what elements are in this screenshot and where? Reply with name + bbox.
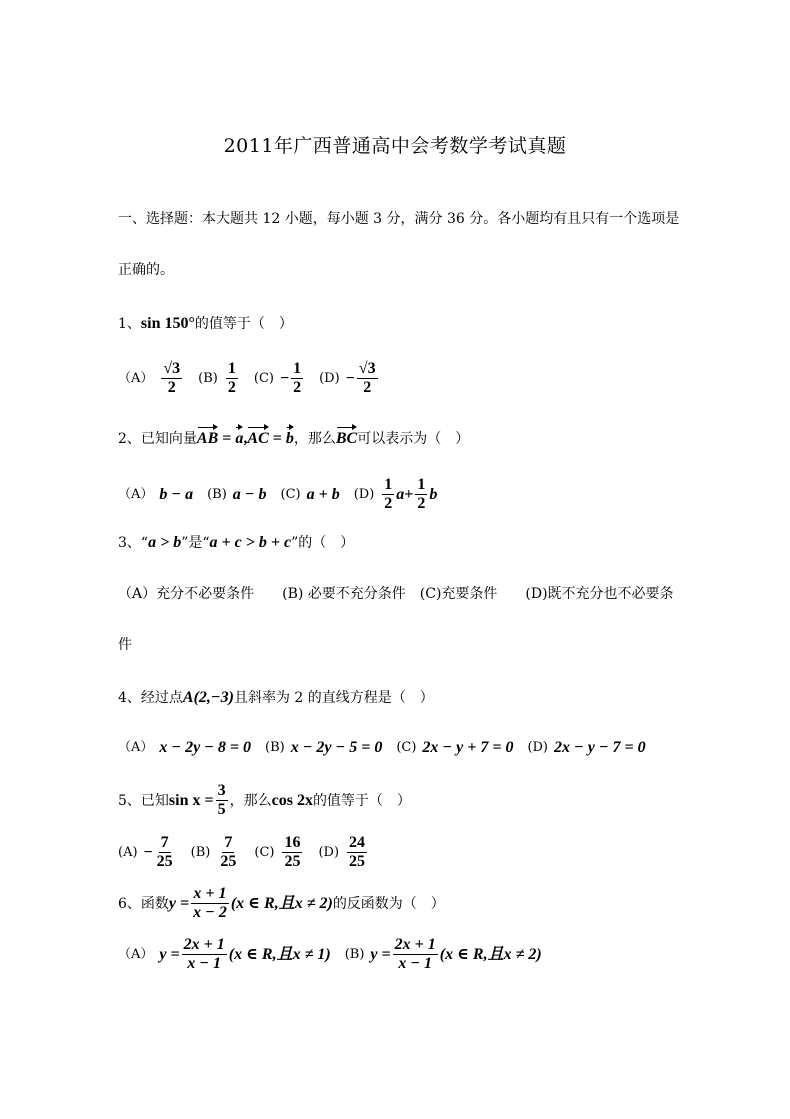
question-number: 5、 — [118, 792, 141, 809]
option-d[interactable]: (D) $\frac{1}{2}$ a + $\frac{1}{2}$ b — [353, 476, 438, 512]
question-1-options — [118, 360, 394, 397]
question-6-options — [118, 936, 556, 973]
question-number: 3、 — [118, 535, 141, 551]
page-title: 2011年广西普通高中会考数学考试真题 — [223, 135, 567, 157]
vector-b: b — [286, 428, 294, 450]
option-b[interactable]: (B) $\frac{1}{2}$ — [198, 360, 236, 396]
fraction: $\frac{1}{2}$ — [227, 360, 236, 396]
option-b[interactable]: (B) x − 2y − 5 = 0 — [265, 739, 383, 756]
question-number: 2、 — [118, 431, 141, 447]
math-expression: sin 150° — [140, 315, 195, 332]
option-d[interactable]: (D) $\frac{24}{25}$ — [318, 834, 366, 870]
vector-ab: AB — [197, 428, 218, 450]
option-d[interactable]: (D) − $\frac{√3}{2}$ — [319, 360, 376, 396]
question-2: 2、已知向量 AB = a, AC = b，那么 BC可以表示为（ ） — [118, 428, 469, 450]
fraction: $\frac{1}{2}$ — [417, 476, 426, 512]
option-a[interactable]: （A） $\frac{√3}{2}$ — [118, 360, 181, 396]
question-2-options — [118, 476, 451, 513]
section-heading-line2: 正确的。 — [118, 262, 174, 278]
option-c[interactable]: (C) − $\frac{1}{2}$ — [253, 360, 302, 396]
fraction: $\frac{7}{25}$ — [220, 834, 237, 870]
question-number: 4、 — [118, 690, 141, 706]
question-6: 6、 函数 y = $\frac{x + 1}{x - 2}$ (x ∈ R,且x ≠ 2) 的反函数为（ ） — [118, 885, 445, 921]
question-3-options-line1[interactable]: （A）充分不必要条件 (B) 必要不充分条件 (C)充要条件 (D)既不充分也不必要条 — [118, 586, 674, 602]
vector-bc: BC — [336, 428, 357, 450]
fraction: $\frac{2x + 1}{x - 1}$ — [394, 936, 436, 972]
fraction: $\frac{2x + 1}{x - 1}$ — [183, 936, 225, 972]
question-5-options — [118, 834, 383, 871]
fraction: $\frac{√3}{2}$ — [358, 360, 376, 396]
vector-a: a — [235, 428, 243, 450]
question-number: 1、 — [118, 316, 141, 332]
option-a[interactable]: （A） x − 2y − 8 = 0 — [118, 739, 251, 756]
fraction: $\frac{1}{2}$ — [293, 360, 302, 396]
option-d[interactable]: (D) 2x − y − 7 = 0 — [527, 739, 646, 756]
section-heading-line1: 一、选择题：本大题共 12 小题，每小题 3 分，满分 36 分。各小题均有且只有一个选项是 — [118, 211, 680, 227]
fraction: $\frac{√3}{2}$ — [163, 360, 181, 396]
fraction: $\frac{1}{2}$ — [384, 476, 393, 512]
question-4-options — [118, 737, 660, 759]
fraction: $\frac{24}{25}$ — [349, 834, 366, 870]
question-4: 4、经过点A(2,−3)且斜率为 2 的直线方程是（ ） — [118, 689, 434, 706]
option-c[interactable]: (C) 2x − y + 7 = 0 — [396, 739, 514, 756]
fraction: $\frac{7}{25}$ — [156, 834, 173, 870]
question-number: 6、 — [118, 895, 141, 912]
question-5: 5、 已知 sin x = $\frac{3}{5}$ ，那么 cos 2x 的值等于（ ） — [118, 782, 411, 818]
question-3-options-line2: 件 — [118, 637, 132, 653]
question-3: 3、“a > b”是“a + c > b + c”的（ ） — [118, 534, 355, 551]
option-c[interactable]: (C) a + b — [280, 485, 340, 503]
option-a[interactable]: （A） b − a — [118, 485, 194, 503]
option-a[interactable]: （A） y = $\frac{2x + 1}{x - 1}$ (x ∈ R,且x ≠ 1) — [118, 936, 331, 972]
option-b[interactable]: (B) $\frac{7}{25}$ — [190, 834, 237, 870]
vector-ac: AC — [247, 428, 268, 450]
fraction: $\frac{x + 1}{x - 2}$ — [193, 885, 227, 921]
option-b[interactable]: (B) a − b — [207, 485, 267, 503]
fraction: $\frac{3}{5}$ — [217, 782, 226, 818]
option-c[interactable]: (C) $\frac{16}{25}$ — [254, 834, 301, 870]
option-b[interactable]: (B) y = $\frac{2x + 1}{x - 1}$ (x ∈ R,且x ≠ 2) — [344, 936, 542, 972]
question-text: 的值等于（ ） — [194, 316, 293, 332]
fraction: $\frac{16}{25}$ — [284, 834, 301, 870]
option-a[interactable]: (A) − $\frac{7}{25}$ — [118, 834, 173, 870]
question-1 — [118, 313, 293, 335]
